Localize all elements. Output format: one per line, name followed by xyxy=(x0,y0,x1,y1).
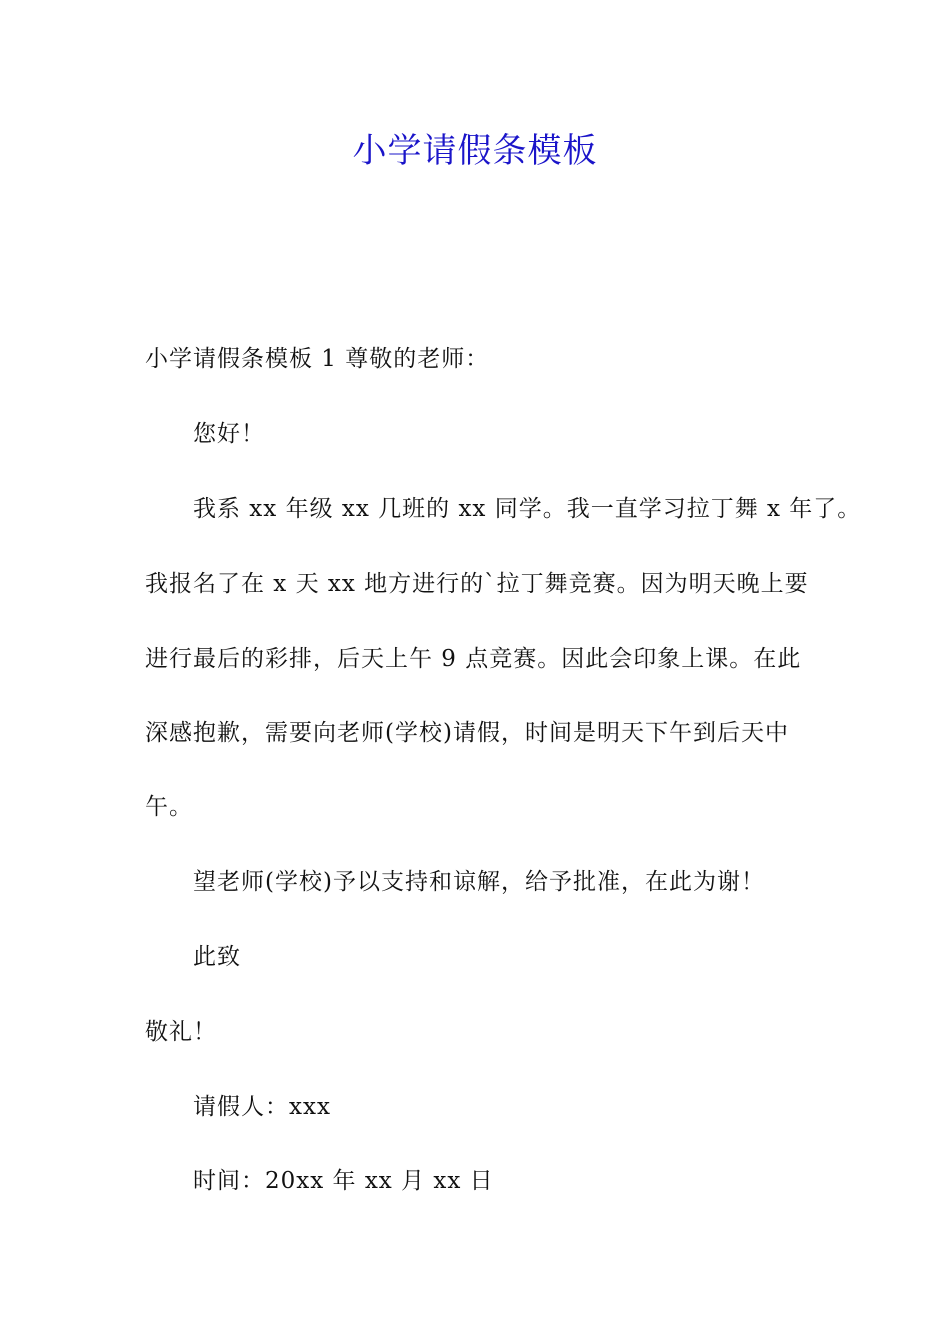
body-line-5: 午。 xyxy=(145,794,193,820)
body-line-2: 我报名了在 x 天 xx 地方进行的`拉丁舞竞赛。因为明天晚上要 xyxy=(145,571,809,597)
body-line-4: 深感抱歉，需要向老师(学校)请假，时间是明天下午到后天中 xyxy=(145,720,789,746)
greeting-line: 您好！ xyxy=(193,421,265,447)
body-line-1: 我系 xx 年级 xx 几班的 xx 同学。我一直学习拉丁舞 x 年了。 xyxy=(193,496,862,522)
request-line: 望老师(学校)予以支持和谅解，给予批准，在此为谢！ xyxy=(193,869,765,895)
closing-line: 此致 xyxy=(193,944,241,970)
document-title: 小学请假条模板 xyxy=(352,131,598,171)
body-line-3: 进行最后的彩排，后天上午 9 点竞赛。因此会印象上课。在此 xyxy=(145,646,802,672)
requester-line: 请假人：xxx xyxy=(193,1094,331,1120)
regards-line: 敬礼！ xyxy=(145,1019,217,1045)
date-line: 时间：20xx 年 xx 月 xx 日 xyxy=(193,1168,494,1194)
salutation-line: 小学请假条模板 1 尊敬的老师： xyxy=(145,346,490,372)
